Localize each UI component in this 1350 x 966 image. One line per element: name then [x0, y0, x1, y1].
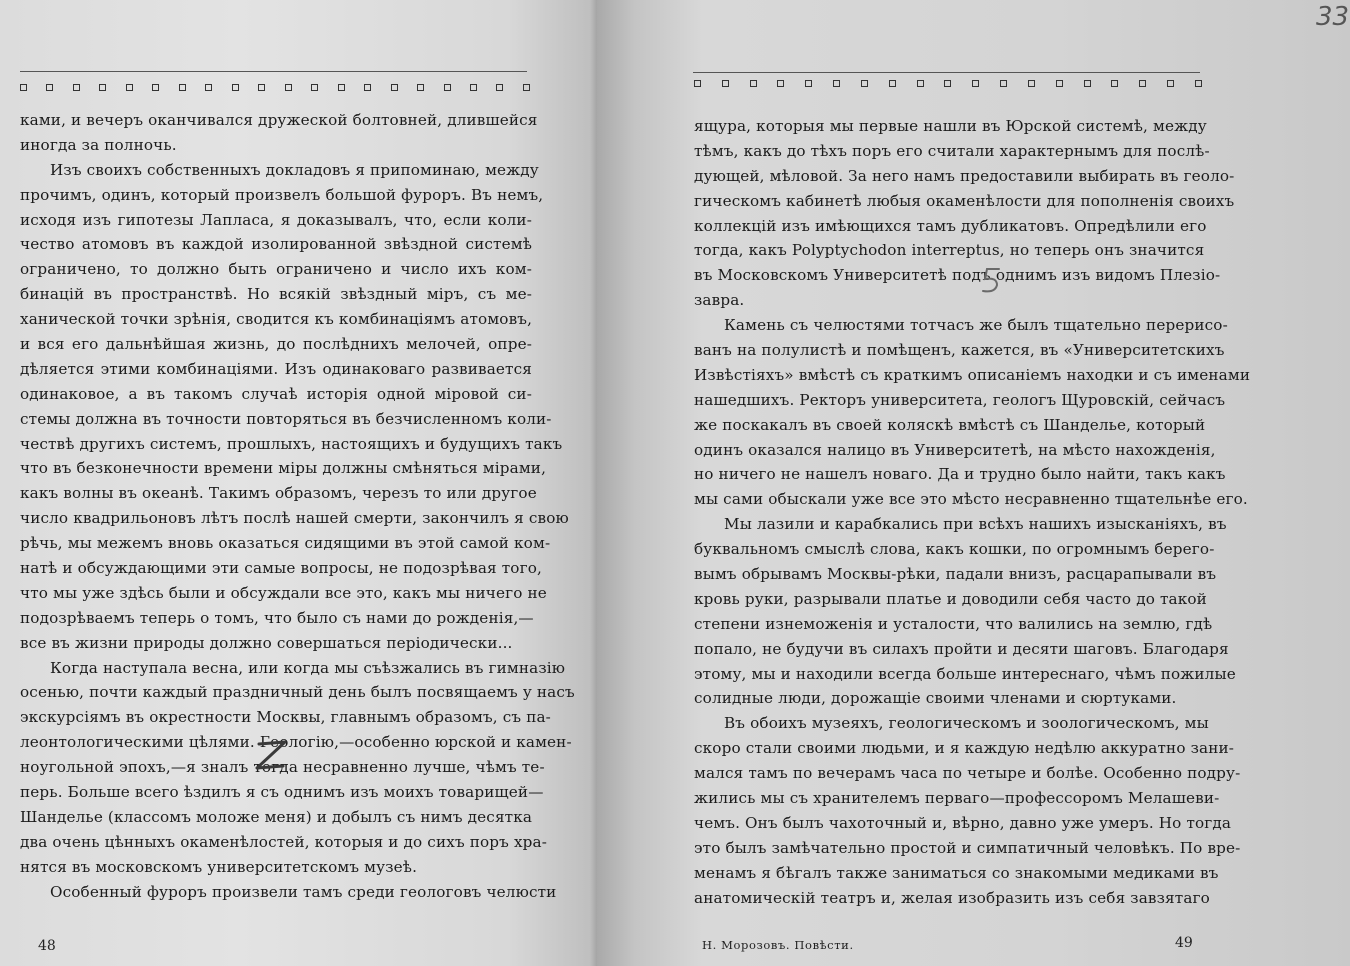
text-line: Камень съ челюстями тотчасъ же былъ тщательно перерисо- — [724, 316, 1228, 335]
ornament-square — [1167, 80, 1174, 87]
ornament-square — [311, 84, 318, 91]
text-line: иногда за полночь. — [20, 135, 177, 154]
ornament-square — [205, 84, 212, 91]
ornament-square — [694, 80, 701, 87]
text-line: дующей, мѣловой. За него намъ предоставили выбирать въ геоло- — [694, 166, 1235, 185]
text-line: гическомъ кабинетѣ любыя окаменѣлости для пополненія своихъ — [694, 191, 1235, 210]
text-line: тогда, какъ Polyptychodon interreptus, но теперь онъ значится — [694, 241, 1205, 260]
ornament-square — [1084, 80, 1091, 87]
ornament-square — [1111, 80, 1118, 87]
ornament-square — [126, 84, 133, 91]
text-line: Изъ своихъ собственныхъ докладовъ я припоминаю, между — [50, 160, 539, 179]
text-line: осенью, почти каждый праздничный день былъ посвящаемъ у насъ — [20, 683, 575, 702]
ornament-square — [1000, 80, 1007, 87]
text-line: все въ жизни природы должно совершаться періодически... — [20, 633, 513, 652]
text-line: натѣ и обсуждающими эти самые вопросы, не подозрѣвая того, — [20, 559, 542, 578]
text-line: менамъ я бѣгалъ также заниматься со знакомыми медиками въ — [694, 863, 1219, 882]
text-line: ящура, которыя мы первые нашли въ Юрской системѣ, между — [694, 117, 1207, 135]
text-line: ноугольной эпохъ,—я зналъ тогда несравненно лучше, чѣмъ те- — [20, 758, 545, 777]
text-line: же поскакалъ въ своей коляскѣ вмѣстѣ съ Шанделье, который — [694, 415, 1206, 434]
text-line: это былъ замѣчательно простой и симпатичный человѣкъ. По вре- — [694, 838, 1241, 857]
text-line: одинъ оказался налицо въ Университетѣ, на мѣсто нахожденія, — [694, 440, 1216, 459]
ornament-square — [20, 84, 27, 91]
header-rule — [693, 72, 1200, 73]
text-line: въ Московскомъ Университетѣ подъ однимъ изъ видомъ Плезіо- — [694, 266, 1221, 285]
text-line: что мы уже здѣсь были и обсуждали все это, какъ мы ничего не — [20, 583, 547, 602]
text-line: Въ обоихъ музеяхъ, геологическомъ и зоологическомъ, мы — [724, 714, 1209, 733]
text-line: леонтологическими цѣлями. Геологію,—особенно юрской и камен- — [20, 733, 572, 752]
text-line: кровь руки, разрывали платье и доводили себя часто до такой — [694, 589, 1207, 608]
ornament-square — [1139, 80, 1146, 87]
ornament-square — [470, 84, 477, 91]
ornament-border — [694, 80, 1202, 87]
ornament-square — [444, 84, 451, 91]
ornament-square — [523, 84, 530, 91]
ornament-square — [152, 84, 159, 91]
text-line: мался тамъ по вечерамъ часа по четыре и болѣе. Особенно подру- — [694, 764, 1241, 783]
text-line: два очень цѣнныхъ окаменѣлостей, которыя и до сихъ поръ хра- — [20, 832, 548, 851]
ornament-square — [861, 80, 868, 87]
running-footer: Н. Морозовъ. Повѣсти. — [702, 938, 854, 952]
text-line: перь. Больше всего ѣздилъ я съ однимъ изъ моихъ товарищей— — [20, 783, 544, 802]
text-line: попало, не будучи въ силахъ пройти и десяти шаговъ. Благодаря — [694, 639, 1229, 658]
ornament-square — [99, 84, 106, 91]
right-page-number: 49 — [1175, 935, 1193, 951]
ornament-square — [750, 80, 757, 87]
text-line: прочимъ, одинъ, который произвелъ большой фуроръ. Въ немъ, — [20, 185, 544, 204]
right-page — [597, 0, 1350, 966]
text-line: нятся въ московскомъ университетскомъ музеѣ. — [20, 857, 418, 876]
text-line: ханической точки зрѣнія, сводится къ комбинаціямъ атомовъ, — [20, 310, 533, 329]
ornament-square — [833, 80, 840, 87]
text-line: исходя изъ гипотезы Лапласа, я доказывалъ, что, если коли- — [20, 210, 532, 229]
text-line: число квадрильоновъ лѣтъ послѣ нашей смерти, закончилъ я свою — [20, 509, 569, 528]
text-line: какъ волны въ океанѣ. Такимъ образомъ, черезъ то или другое — [20, 484, 537, 503]
text-line: что въ безконечности времени міры должны смѣняться мірами, — [20, 459, 547, 478]
ornament-square — [364, 84, 371, 91]
ornament-border — [20, 84, 530, 91]
text-line: одинаковое, а въ такомъ случаѣ исторія одной міровой си- — [20, 384, 532, 403]
ornament-square — [73, 84, 80, 91]
text-line: Извѣстіяхъ» вмѣстѣ съ краткимъ описаніемъ находки и съ именами — [694, 365, 1251, 384]
ornament-square — [338, 84, 345, 91]
pen-annotation-mark — [245, 738, 300, 778]
text-line: коллекцій изъ имѣющихся тамъ дубликатовъ. Опредѣлили его — [694, 216, 1207, 235]
text-line: Особенный фуроръ произвели тамъ среди геологовъ челюсти — [50, 882, 557, 901]
text-line: нашедшихъ. Ректоръ университета, геологъ Щуровскій, сейчасъ — [694, 390, 1226, 409]
ornament-square — [258, 84, 265, 91]
text-line: и вся его дальнѣйшая жизнь, до послѣднихъ мелочей, опре- — [20, 335, 532, 354]
text-line: тѣмъ, какъ до тѣхъ поръ его считали характернымъ для послѣ- — [694, 141, 1210, 160]
ornament-square — [232, 84, 239, 91]
left-page-number: 48 — [38, 938, 56, 954]
text-line: стемы должна въ точности повторяться въ безчисленномъ коли- — [20, 409, 552, 428]
ornament-square — [722, 80, 729, 87]
text-line: дѣляется этими комбинаціями. Изъ одинаковаго развивается — [20, 359, 532, 378]
ornament-square — [46, 84, 53, 91]
header-rule — [20, 71, 527, 72]
text-line: Мы лазили и карабкались при всѣхъ нашихъ изысканіяхъ, въ — [724, 515, 1227, 534]
ornament-square — [1195, 80, 1202, 87]
text-line: подозрѣваемъ теперь о томъ, что было съ нами до рожденія,— — [20, 608, 534, 627]
ornament-square — [391, 84, 398, 91]
text-line: буквальномъ смыслѣ слова, какъ кошки, по огромнымъ берего- — [694, 540, 1215, 559]
text-line: чемъ. Онъ былъ чахоточный и, вѣрно, давно уже умеръ. Но тогда — [694, 813, 1232, 832]
handwritten-page-number: 33 — [1316, 2, 1350, 32]
ornament-square — [777, 80, 784, 87]
text-line: скоро стали своими людьми, и я каждую недѣлю аккуратно зани- — [694, 739, 1235, 758]
text-line: ками, и вечеръ оканчивался дружеской болтовней, длившейся — [20, 111, 538, 129]
text-line: но ничего не нашелъ новаго. Да и трудно было найти, такъ какъ — [694, 465, 1226, 484]
text-line: ванъ на полулистѣ и помѣщенъ, кажется, въ «Университетскихъ — [694, 341, 1225, 360]
text-line: жились мы съ хранителемъ перваго—профессоромъ Мелашеви- — [694, 789, 1220, 808]
right-page-text — [694, 114, 1251, 911]
ornament-square — [972, 80, 979, 87]
ornament-square — [1028, 80, 1035, 87]
text-line: Когда наступала весна, или когда мы съѣзжались въ гимназію — [50, 658, 566, 677]
text-line: этому, мы и находили всегда больше интереснаго, чѣмъ пожилые — [694, 664, 1236, 683]
ornament-square — [285, 84, 292, 91]
ornament-square — [1056, 80, 1063, 87]
ornament-square — [944, 80, 951, 87]
left-page — [0, 0, 597, 966]
text-line: ограничено, то должно быть ограничено и число ихъ ком- — [20, 260, 532, 279]
text-line: анатомическій театръ и, желая изобразить изъ себя завзятаго — [694, 888, 1210, 907]
ornament-square — [179, 84, 186, 91]
text-line: чествѣ другихъ системъ, прошлыхъ, настоящихъ и будущихъ такъ — [20, 434, 563, 453]
ornament-square — [917, 80, 924, 87]
ornament-square — [889, 80, 896, 87]
text-line: чество атомовъ въ каждой изолированной звѣздной системѣ — [20, 235, 532, 254]
ornament-square — [417, 84, 424, 91]
ornament-square — [496, 84, 503, 91]
text-line: экскурсіямъ въ окрестности Москвы, главнымъ образомъ, съ па- — [20, 708, 551, 727]
text-line: степени изнеможенія и усталости, что валились на землю, гдѣ — [694, 614, 1213, 633]
text-line: вымъ обрывамъ Москвы-рѣки, падали внизъ, расцарапывали въ — [694, 565, 1217, 584]
pencil-annotation-mark — [977, 265, 1007, 297]
left-page-text — [20, 108, 575, 905]
text-line: завра. — [694, 291, 745, 310]
text-line: бинацій въ пространствѣ. Но всякій звѣздный міръ, съ ме- — [20, 285, 532, 304]
text-line: мы сами обыскали уже все это мѣсто несравненно тщательнѣе его. — [694, 490, 1248, 509]
text-line: рѣчь, мы межемъ вновь оказаться сидящими въ этой самой ком- — [20, 534, 551, 553]
text-line: солидные люди, дорожащіе своими членами и сюртуками. — [694, 689, 1177, 708]
text-line: Шанделье (классомъ моложе меня) и добылъ съ нимъ десятка — [20, 807, 533, 826]
ornament-square — [805, 80, 812, 87]
